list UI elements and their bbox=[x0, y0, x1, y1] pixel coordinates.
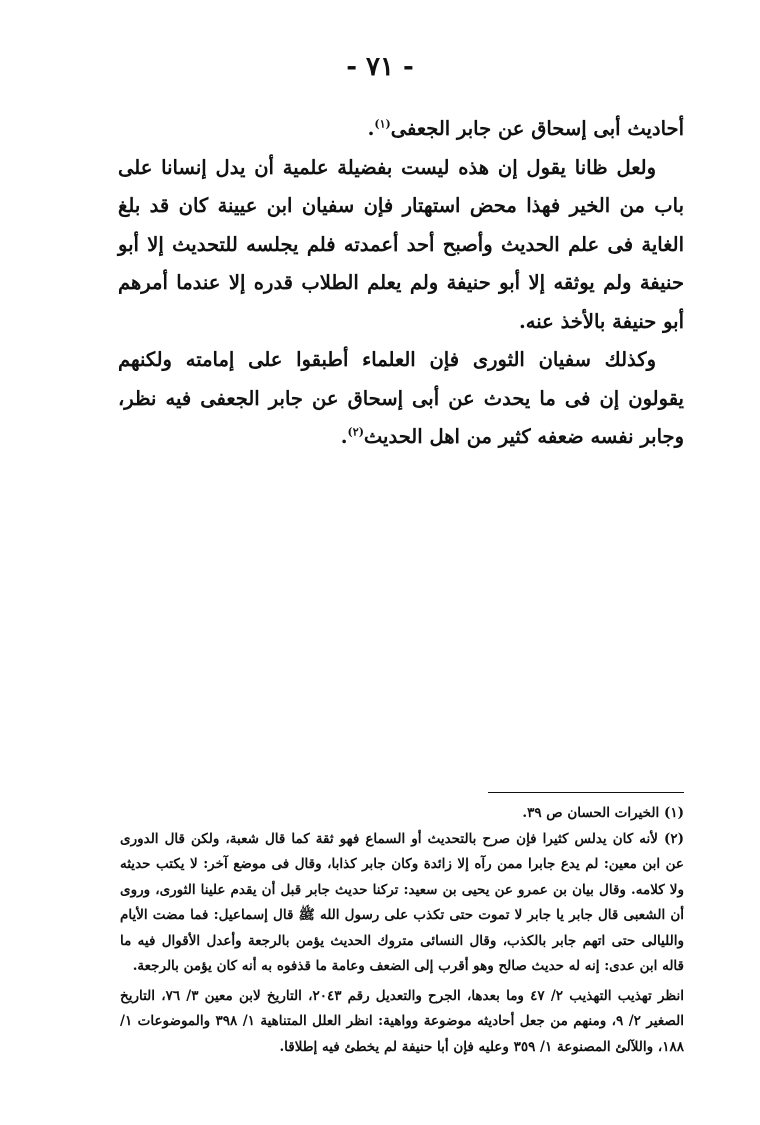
footnote-1-text: الخيرات الحسان ص ٣٩. bbox=[522, 805, 660, 821]
footnote-1-number: (١) bbox=[663, 805, 684, 821]
paragraph-3-end: . bbox=[340, 425, 348, 448]
paragraph-1 bbox=[118, 110, 684, 149]
main-text bbox=[118, 110, 684, 457]
footnote-2-sources: انظر تهذيب التهذيب ٢/ ٤٧ وما بعدها، الجرح والتعديل رقم ٢٠٤٣، التاريخ لابن معين ٣/ ٧٦، التاريخ الصغير ٢/ ٩، ومنهم من جعل أحاديثه موضوعة وواهية: انظر العلل المتناهية ١/ ٣٩٨ والموضوعات ١/ ١٨٨، واللآلئ المصنوعة ١/ ٣٥٩ وعليه فإن أبا حنيفة لم يخطئ فيه إطلاقا. bbox=[120, 987, 684, 1055]
footnote-2-text: لأنه كان يدلس كثيرا فإن صرح بالتحديث أو السماع فهو ثقة كما قال شعبة، ولكن قال الدورى عن ابن معين: لم يدع جابرا ممن رآه إلا زائدة وكان جابر كذابا، وقال فى موضع آخر: لا يكتب حديثه ولا كلامه. وقال بيان بن عمرو عن يحيى بن سعيد: تركنا حديث جابر قبل أن يقدم علينا الثورى، وروى أن الشعبى قال جابر يا جابر لا تموت حتى تكذب على رسول الله ﷺ قال إسماعيل: فما مضت الأيام والليالى حتى اتهم جابر بالكذب، وقال النسائى متروك الحديث يؤمن بالرجعة وأعدل الأقوال فيه ما قاله ابن عدى: إنه له حديث صالح وهو أقرب إلى الضعف وعامة ما قذفوه به أنه كان يؤمن بالرجعة. bbox=[120, 830, 684, 974]
footnote-2 bbox=[120, 827, 684, 980]
paragraph-3-text: وكذلك سفيان الثورى فإن العلماء أطبقوا على إمامته ولكنهم يقولون إن فى ما يحدث عن أبى إسحاق عن جابر الجعفى فيه نظر، وجابر نفسه ضعفه كثير من اهل الحديث bbox=[118, 348, 684, 448]
paragraph-1-text: أحاديث أبى إسحاق عن جابر الجعفى bbox=[390, 117, 684, 140]
paragraph-2: ولعل ظانا يقول إن هذه ليست بفضيلة علمية أن يدل إنسانا على باب من الخير فهذا محض استهتار فإن سفيان ابن عيينة كان قد بلغ الغاية فى علم الحديث وأصبح أحد أعمدته فلم يجلسه للتحديث إلا أبو حنيفة ولم يوثقه إلا أبو حنيفة ولم يعلم الطلاب قدره إلا عندما أمرهم أبو حنيفة بالأخذ عنه. bbox=[118, 155, 684, 333]
page-number: - ٧١ - bbox=[346, 52, 414, 82]
footnote-ref-1: (١) bbox=[374, 117, 391, 131]
paragraph-3 bbox=[118, 341, 684, 457]
footnote-1 bbox=[120, 801, 684, 827]
footnote-2-number: (٢) bbox=[663, 830, 684, 847]
paragraph-1-end: . bbox=[367, 117, 375, 140]
footnote-divider bbox=[488, 792, 684, 793]
footnote-ref-2: (٢) bbox=[347, 425, 364, 439]
footnotes bbox=[120, 801, 684, 1060]
